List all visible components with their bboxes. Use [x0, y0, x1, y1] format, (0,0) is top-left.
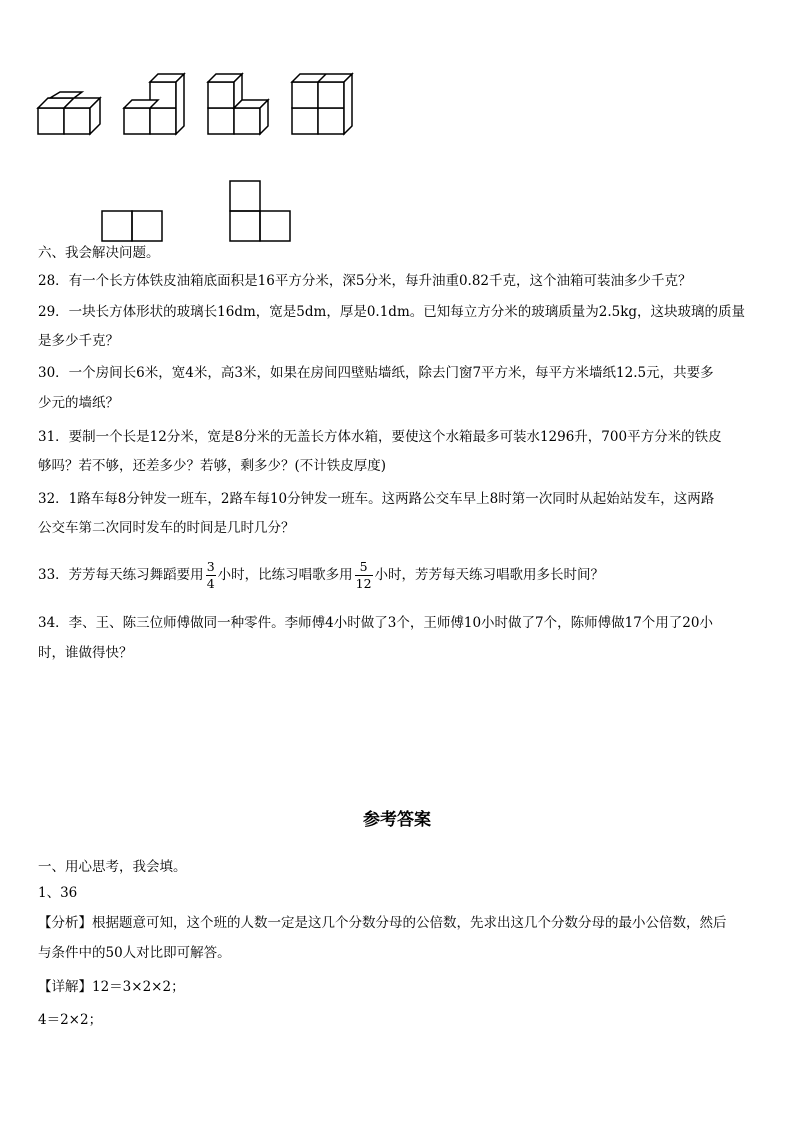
view-two-squares: [100, 209, 166, 243]
question-33-part-c: 小时，芳芳每天练习唱歌用多长时间？: [374, 567, 605, 583]
solid-3: [208, 74, 268, 134]
solid-1: [38, 92, 100, 134]
question-32-line1: 32．1路车每8分钟发一班车，2路车每10分钟发一班车。这两路公交车早上8时第一次同时从起始站发车，这两路: [38, 491, 715, 507]
question-28: 28．有一个长方体铁皮油箱底面积是16平方分米，深5分米，每升油重0.82千克，这个油箱可装油多少千克？: [38, 273, 692, 289]
fraction-denominator: 12: [355, 576, 372, 591]
answers-section-1: 一、用心思考，我会填。: [38, 859, 187, 875]
question-29-line1: 29．一块长方体形状的玻璃长16dm，宽是5dm，厚是0.1dm。已知每立方分米的玻璃质量为2.5kg，这块玻璃的质量: [38, 304, 746, 320]
answers-title: 参考答案: [363, 810, 431, 830]
fraction-denominator: 4: [206, 576, 215, 591]
question-30-line1: 30．一个房间长6米，宽4米，高3米，如果在房间四壁贴墙纸，除去门窗7平方米，每平方米墙纸12.5元，共要多: [38, 365, 714, 381]
question-31-line2: 够吗？若不够，还差多少？若够，剩多少？(不计铁皮厚度): [38, 458, 387, 474]
fraction-numerator: 5: [359, 559, 368, 574]
solid-2: [124, 74, 184, 134]
question-29-line2: 是多少千克？: [38, 333, 119, 349]
view-l-shape: [228, 179, 294, 243]
question-34-line1: 34．李、王、陈三位师傅做同一种零件。李师傅4小时做了3个，王师傅10小时做了7个，陈师傅做17个用了20小: [38, 615, 713, 631]
question-33-part-a: 33．芳芳每天练习舞蹈要用: [38, 567, 204, 583]
question-32-line2: 公交车第二次同时发车的时间是几时几分？: [38, 520, 295, 536]
solid-4: [292, 74, 352, 134]
analysis-line2: 与条件中的50人对比即可解答。: [38, 945, 231, 961]
cube-solids-figure: [36, 72, 356, 138]
question-31-line1: 31．要制一个长是12分米，宽是8分米的无盖长方体水箱，要使这个水箱最多可装水1296升，700平方分米的铁皮: [38, 429, 722, 445]
question-30-line2: 少元的墙纸？: [38, 395, 119, 411]
section-six-title: 六、我会解决问题。: [38, 245, 160, 261]
fraction-numerator: 3: [206, 559, 215, 574]
detail-line2: 4＝2×2；: [38, 1012, 103, 1028]
fraction-five-twelfths: [355, 560, 373, 591]
detail-line1: 【详解】12＝3×2×2；: [38, 979, 185, 995]
question-33: [38, 555, 604, 595]
answer-1: 1、36: [38, 885, 78, 901]
question-34-line2: 时，谁做得快？: [38, 645, 133, 661]
analysis-line1: 【分析】根据题意可知，这个班的人数一定是这几个分数分母的公倍数，先求出这几个分数分母的最小公倍数，然后: [38, 915, 727, 931]
fraction-three-quarters: [206, 560, 216, 591]
question-33-part-b: 小时，比练习唱歌多用: [217, 567, 353, 583]
